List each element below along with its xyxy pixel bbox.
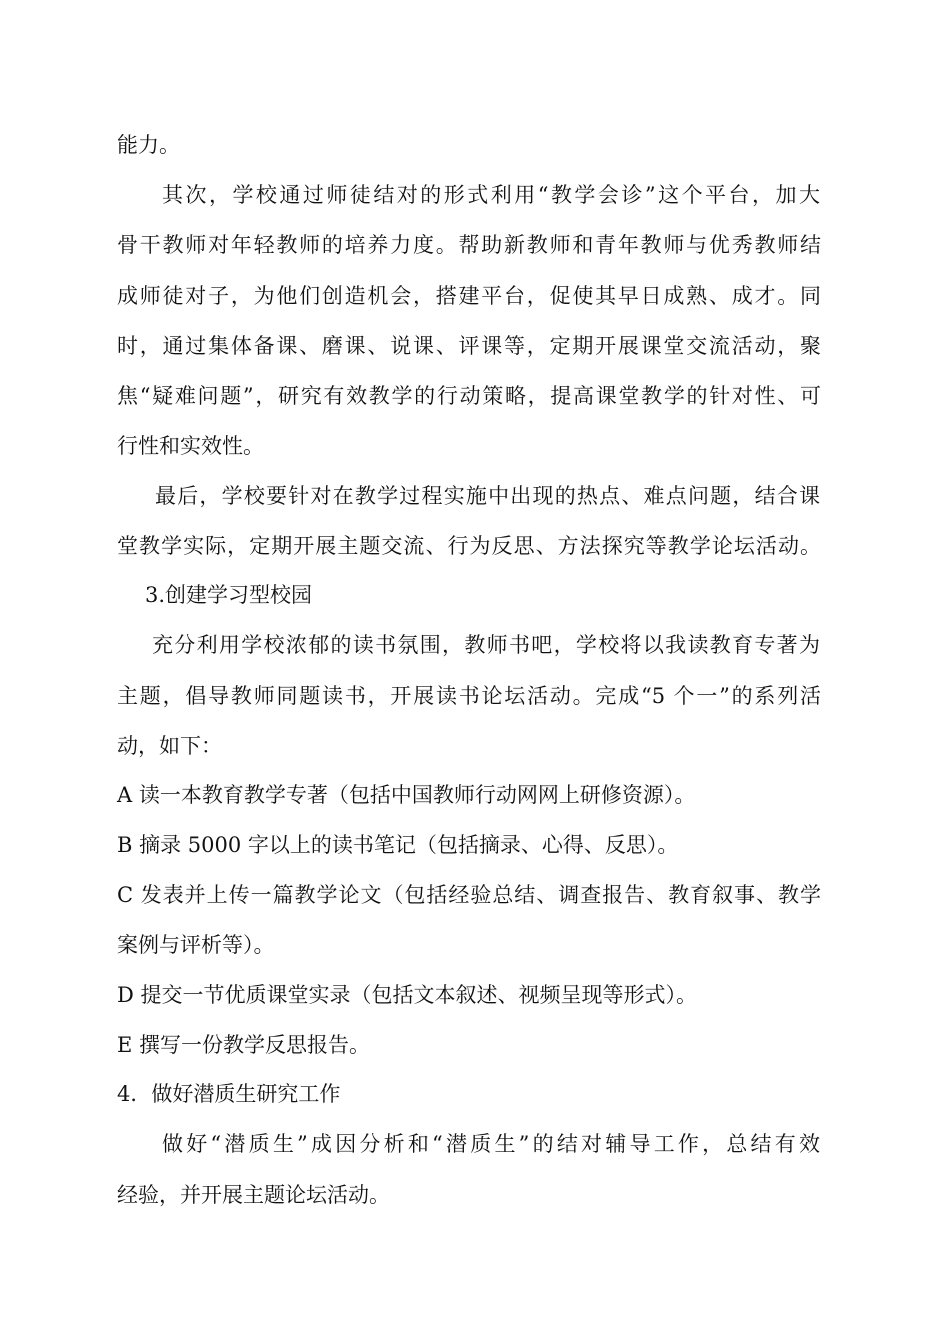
- list-item: B 摘录 5000 字以上的读书笔记（包括摘录、心得、反思）。: [117, 833, 679, 857]
- section-heading: 3.创建学习型校园: [145, 583, 313, 607]
- paragraph-line: 时，通过集体备课、磨课、说课、评课等，定期开展课堂交流活动，聚: [117, 334, 821, 358]
- paragraph-line: 成师徒对子，为他们创造机会，搭建平台，促使其早日成熟、成才。同: [117, 284, 821, 308]
- paragraph-line: 主题，倡导教师同题读书，开展读书论坛活动。完成“5 个一”的系列活: [117, 684, 821, 708]
- list-item: D 提交一节优质课堂实录（包括文本叙述、视频呈现等形式）。: [117, 983, 698, 1007]
- list-item: A 读一本教育教学专著（包括中国教师行动网网上研修资源）。: [117, 783, 696, 807]
- paragraph-line: 做好“潜质生”成因分析和“潜质生”的结对辅导工作，总结有效: [162, 1132, 820, 1156]
- paragraph-line: 焦“疑难问题”，研究有效教学的行动策略，提高课堂教学的针对性、可: [117, 384, 821, 408]
- paragraph-line: 经验，并开展主题论坛活动。: [117, 1183, 390, 1207]
- paragraph-line: 行性和实效性。: [117, 434, 264, 458]
- list-item: 案例与评析等）。: [117, 933, 275, 957]
- paragraph-line: 充分利用学校浓郁的读书氛围，教师书吧，学校将以我读教育专著为: [152, 633, 820, 657]
- paragraph-line: 堂教学实际，定期开展主题交流、行为反思、方法探究等教学论坛活动。: [117, 534, 821, 558]
- paragraph-line: 骨干教师对年轻教师的培养力度。帮助新教师和青年教师与优秀教师结: [117, 233, 821, 257]
- paragraph-line: 动，如下：: [117, 734, 222, 758]
- list-item: E 撰写一份教学反思报告。: [117, 1033, 371, 1057]
- section-heading: 4．做好潜质生研究工作: [117, 1082, 341, 1106]
- paragraph-line: 其次，学校通过师徒结对的形式利用“教学会诊”这个平台，加大: [162, 183, 820, 207]
- list-item: C 发表并上传一篇教学论文（包括经验总结、调查报告、教育叙事、教学: [117, 883, 821, 907]
- text-line: 能力。: [117, 133, 180, 157]
- paragraph-line: 最后，学校要针对在教学过程实施中出现的热点、难点问题，结合课: [155, 484, 820, 508]
